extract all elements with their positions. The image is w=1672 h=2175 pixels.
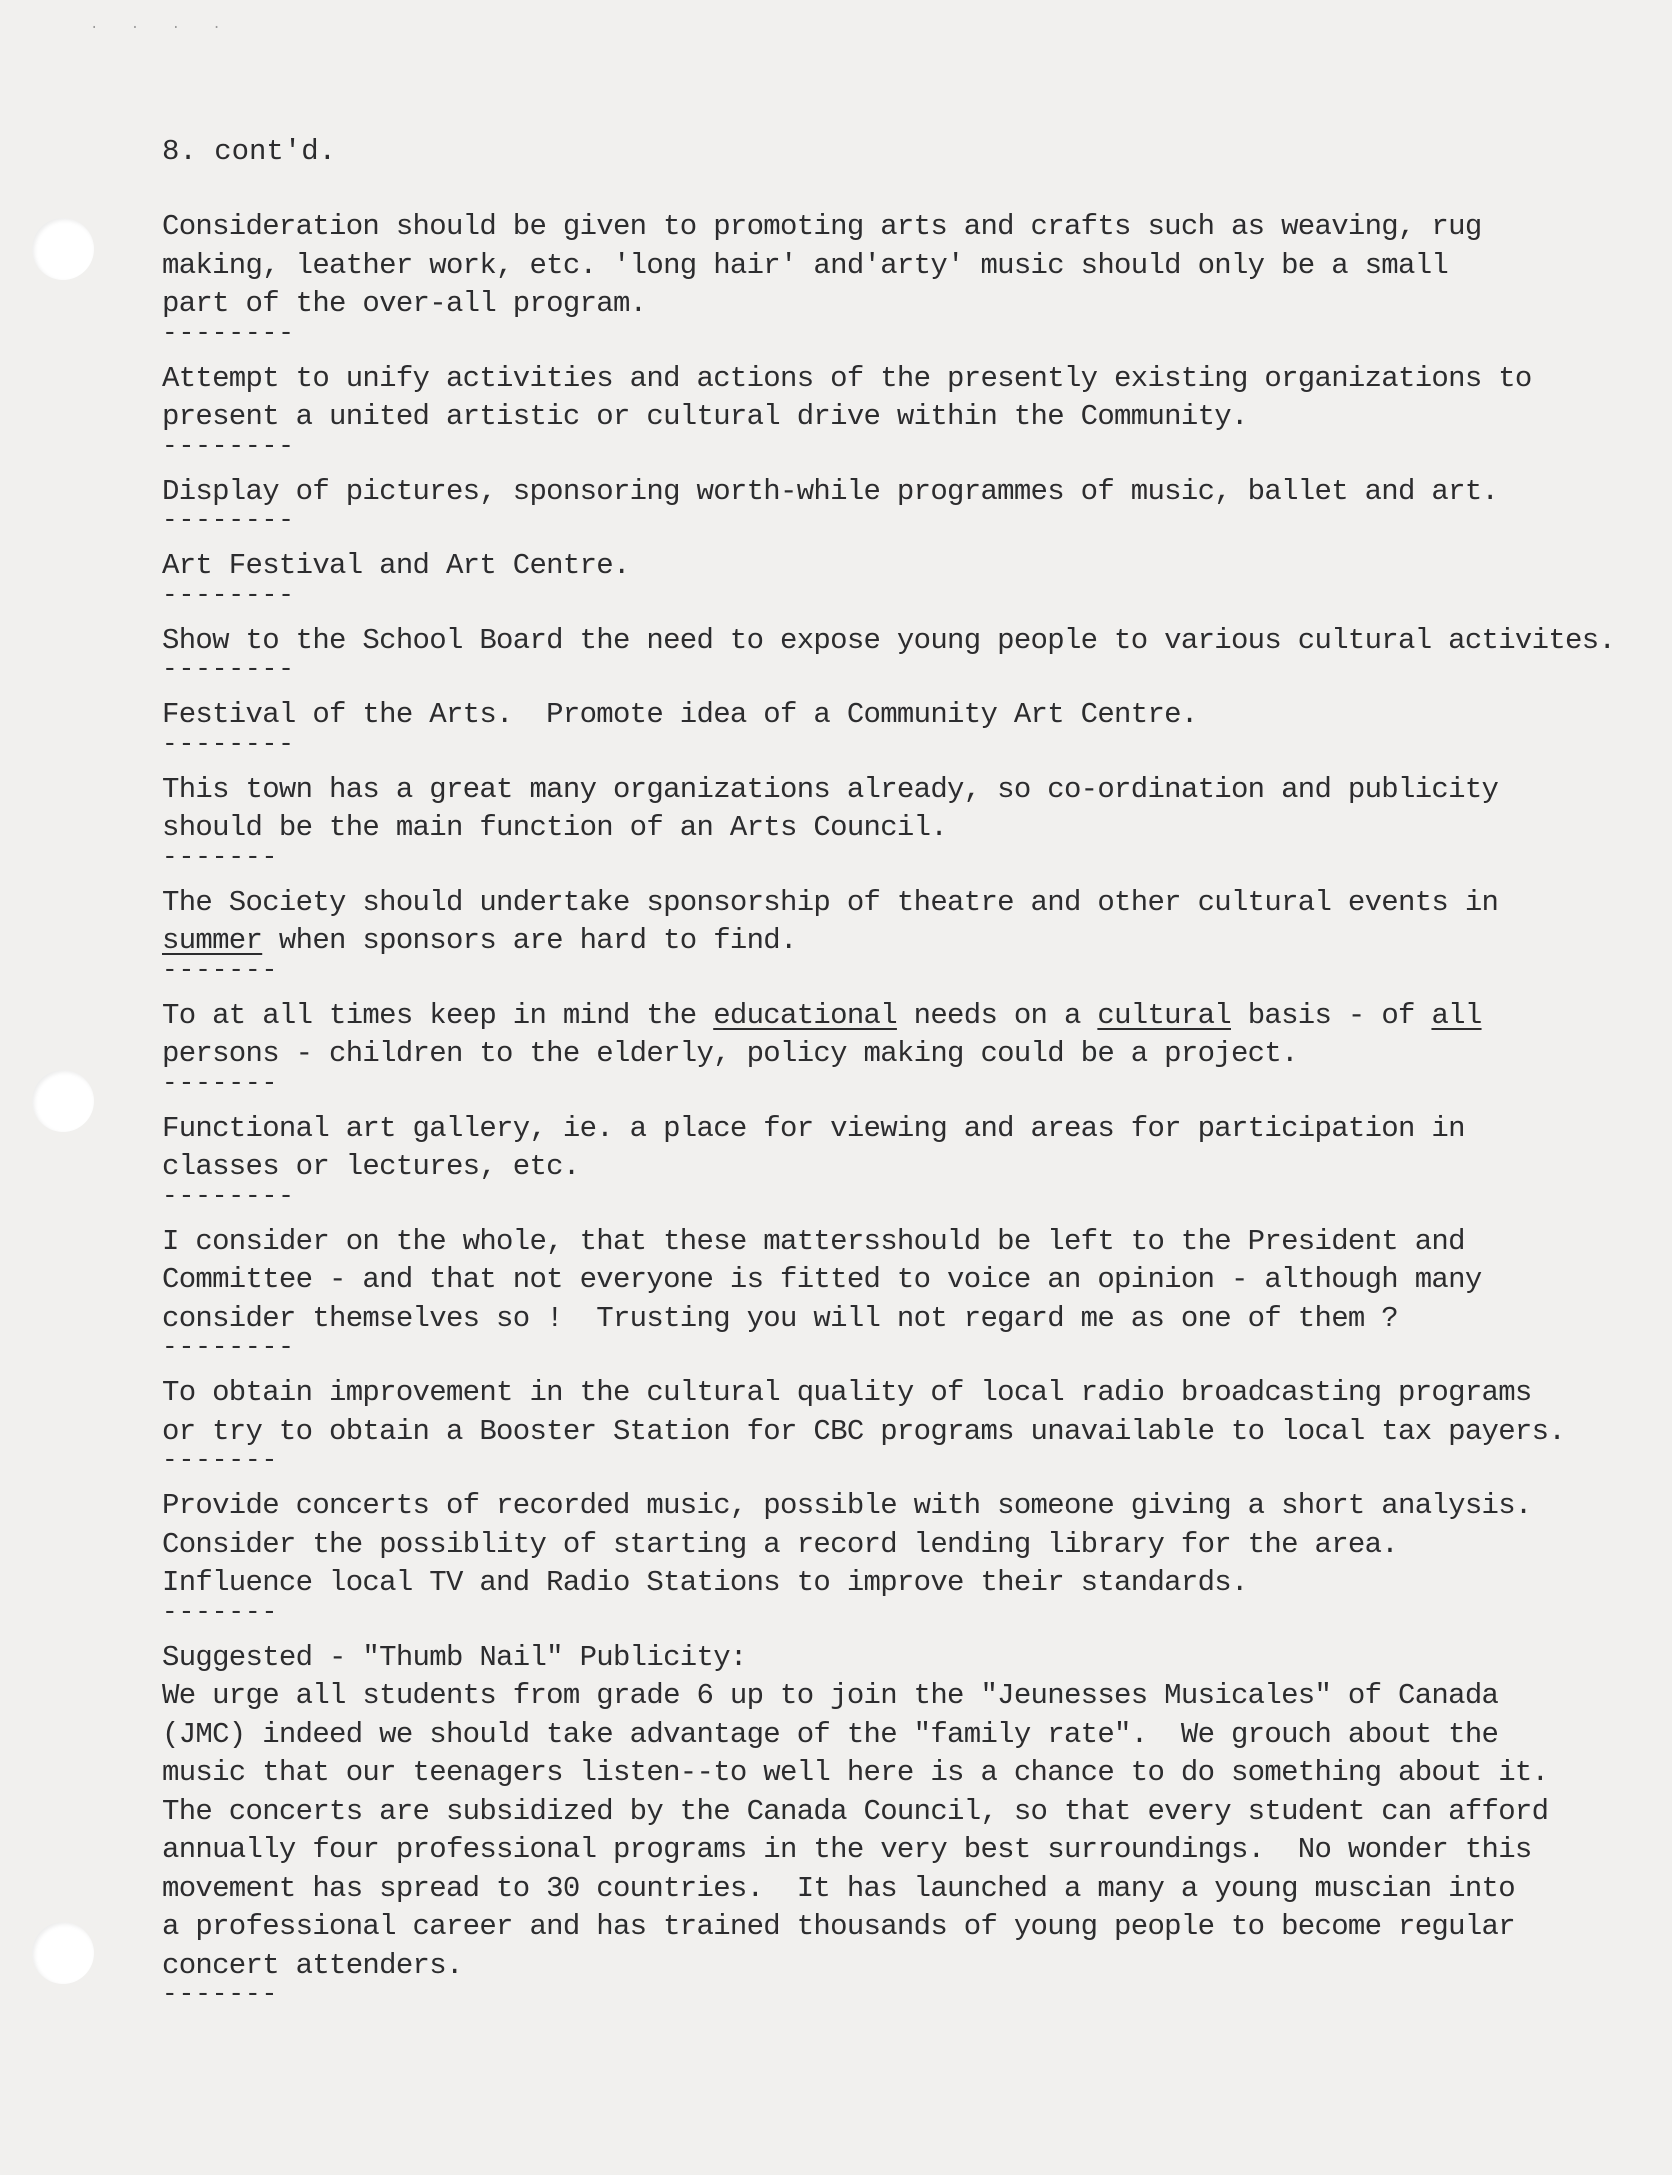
line-text: needs on a — [896, 998, 1098, 1032]
punch-hole-bottom — [32, 1922, 94, 1984]
separator: -------- — [162, 1332, 295, 1362]
entry-line: I consider on the whole, that these mattersshould be left to the President and — [162, 1224, 1465, 1258]
entry-summer-sponsorship — [162, 884, 1642, 985]
entry-line — [162, 997, 1642, 1036]
underlined-word: all — [1431, 998, 1482, 1032]
entry-line: Consideration should be given to promoting arts and crafts such as weaving, rug — [162, 210, 1482, 243]
separator: ------- — [162, 1596, 279, 1627]
paper-specks: · · · · — [90, 20, 233, 36]
entry-line: present a united artistic or cultural drive within the Community. — [162, 400, 1248, 433]
entry-line: Festival of the Arts. Promote idea of a Community Art Centre. — [162, 698, 1198, 731]
entry-line: Show to the School Board the need to expose young people to various cultural activites. — [162, 623, 1616, 657]
entry-line: Provide concerts of recorded music, possible with someone giving a short analysis. — [162, 1489, 1532, 1522]
page-header: 8. cont'd. — [162, 135, 337, 168]
separator: -------- — [162, 430, 295, 461]
entry-coordination — [162, 771, 1642, 872]
entry-line: The concerts are subsidized by the Canada Council, so that every student can afford — [162, 1794, 1549, 1828]
entry-line: annually four professional programs in the very best surroundings. No wonder this — [162, 1833, 1532, 1866]
entry-line: classes or lectures, etc. — [162, 1150, 580, 1183]
entry-line: This town has a great many organizations already, so co-ordination and publicity — [162, 772, 1499, 806]
entry-line: Consider the possiblity of starting a record lending library for the area. — [162, 1527, 1399, 1561]
entry-line: Display of pictures, sponsoring worth-while programmes of music, ballet and art. — [162, 474, 1499, 508]
separator: ------- — [162, 1445, 279, 1475]
entry-display-pictures — [162, 473, 1642, 535]
entry-line: The Society should undertake sponsorship of theatre and other cultural events in — [162, 885, 1499, 919]
separator: -------- — [162, 654, 295, 684]
entry-thumb-nail-publicity — [162, 1639, 1642, 2009]
entry-line: concert attenders. — [162, 1948, 463, 1982]
entry-line: should be the main function of an Arts Council. — [162, 811, 948, 844]
entry-line: To obtain improvement in the cultural quality of local radio broadcasting programs — [162, 1376, 1532, 1409]
separator: -------- — [162, 1180, 295, 1211]
line-text: when sponsors are hard to find. — [278, 924, 797, 957]
entry-line — [162, 922, 1642, 961]
punch-hole-top — [32, 218, 94, 280]
entry-school-board — [162, 622, 1642, 684]
entry-recorded-music — [162, 1487, 1642, 1627]
separator: ------- — [162, 1067, 279, 1098]
entry-line: Influence local TV and Radio Stations to improve their standards. — [162, 1566, 1248, 1599]
entry-president-committee — [162, 1223, 1642, 1362]
entry-line: persons - children to the elderly, policy making could be a project. — [162, 1037, 1298, 1070]
separator: -------- — [162, 317, 295, 348]
entry-line: Suggested - "Thumb Nail" Publicity: — [162, 1640, 747, 1674]
entry-educational-needs — [162, 997, 1642, 1098]
entry-line: a professional career and has trained thousands of young people to become regular — [162, 1910, 1515, 1943]
entry-festival-arts — [162, 696, 1642, 759]
entry-art-gallery — [162, 1110, 1642, 1211]
entry-line: Art Festival and Art Centre. — [162, 549, 630, 582]
entry-line: or try to obtain a Booster Station for CBC programs unavailable to local tax payers. — [162, 1414, 1566, 1448]
separator: ------- — [162, 841, 279, 872]
separator: -------- — [162, 505, 295, 535]
entry-line: part of the over-all program. — [162, 287, 647, 320]
line-text: basis - of — [1231, 998, 1432, 1032]
entry-line: We urge all students from grade 6 up to join the "Jeunesses Musicales" of Canada — [162, 1679, 1499, 1712]
entry-radio-broadcasting — [162, 1374, 1642, 1475]
entry-line: (JMC) indeed we should take advantage of the "family rate". We grouch about the — [162, 1717, 1499, 1751]
separator: -------- — [162, 728, 295, 759]
entry-art-festival — [162, 547, 1642, 610]
entry-line: movement has spread to 30 countries. It has launched a many a young muscian into — [162, 1871, 1515, 1905]
document-body — [162, 132, 1642, 2021]
entry-line: music that our teenagers listen--to well here is a chance to do something about it. — [162, 1756, 1549, 1789]
entry-line: consider themselves so ! Trusting you will not regard me as one of them ? — [162, 1301, 1399, 1335]
entry-line: Attempt to unify activities and actions of the presently existing organizations to — [162, 361, 1532, 395]
entry-line: Functional art gallery, ie. a place for viewing and areas for participation in — [162, 1111, 1465, 1145]
separator: ------- — [162, 954, 279, 985]
entry-arts-crafts — [162, 208, 1642, 348]
underlined-word: summer — [162, 924, 263, 957]
underlined-word: educational — [713, 998, 897, 1032]
separator: -------- — [162, 579, 295, 610]
underlined-word: cultural — [1097, 998, 1231, 1032]
entry-unify-activities — [162, 360, 1642, 461]
separator: ------- — [162, 1979, 279, 2009]
entry-line: making, leather work, etc. 'long hair' and'arty' music should only be a small — [162, 248, 1449, 282]
line-text: To at all times keep in mind the — [162, 998, 714, 1032]
punch-hole-middle — [32, 1070, 94, 1132]
entry-line: Committee - and that not everyone is fitted to voice an opinion - although many — [162, 1263, 1482, 1296]
